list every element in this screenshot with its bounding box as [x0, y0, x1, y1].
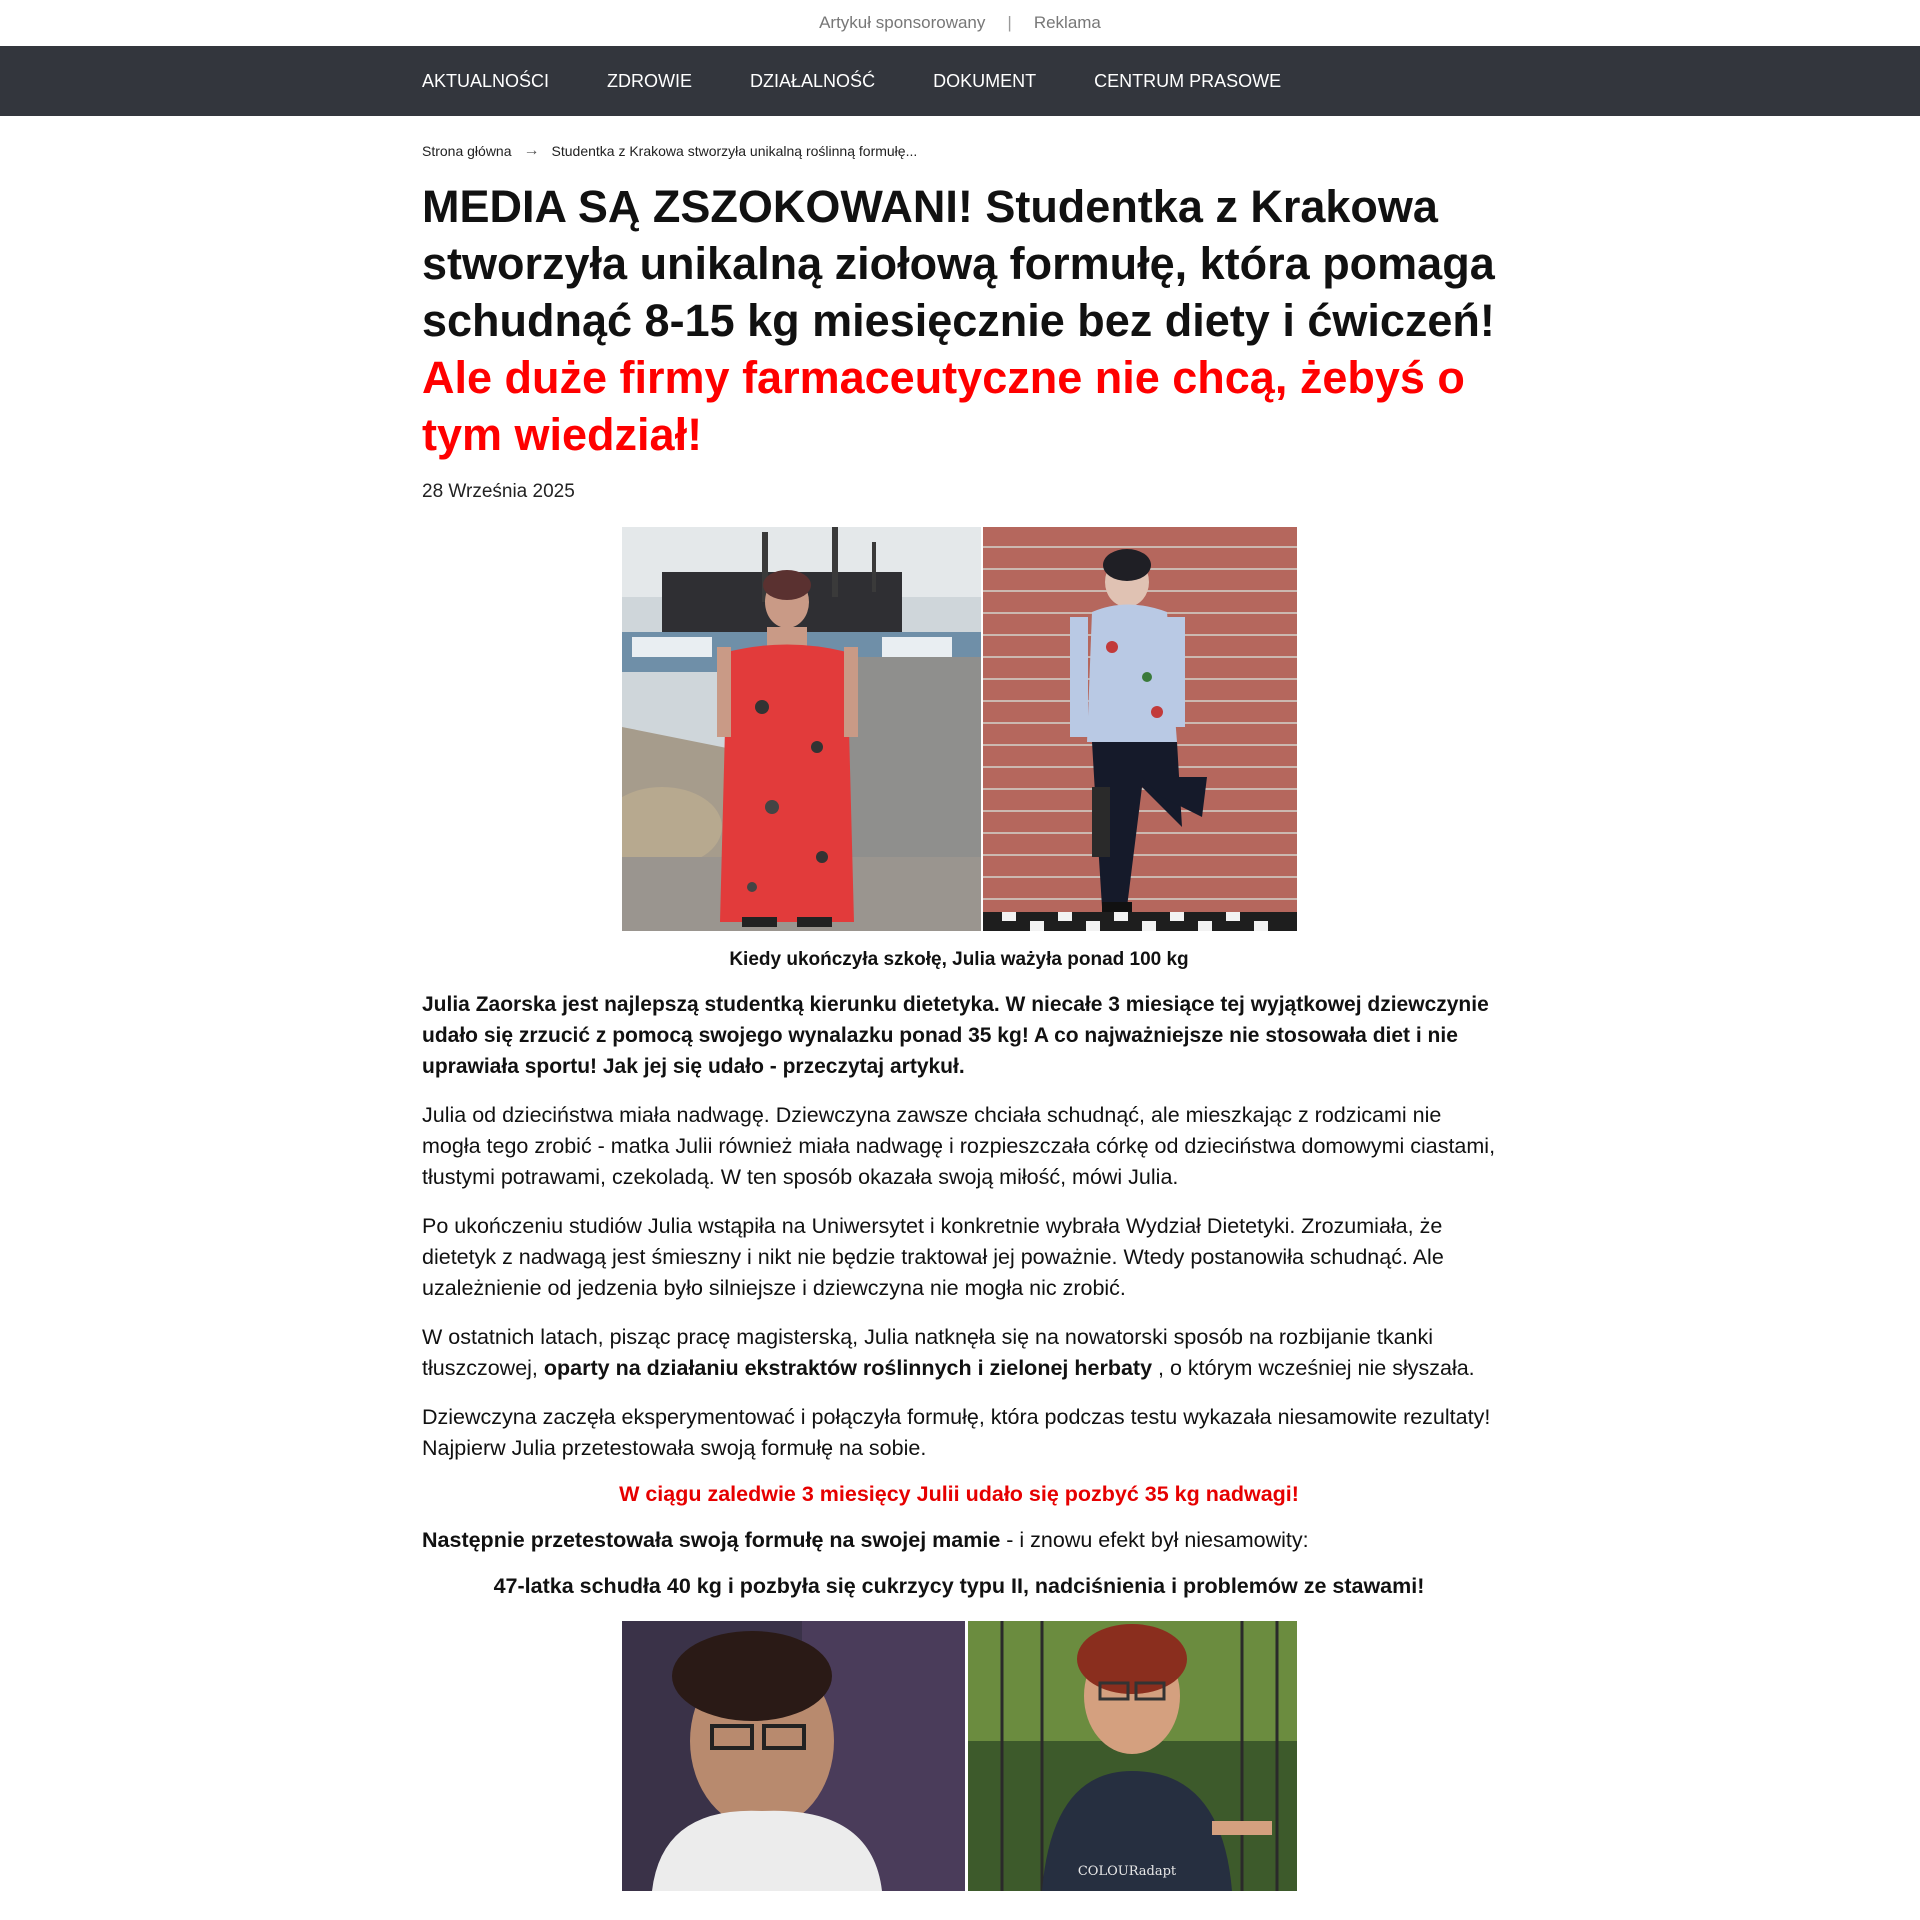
paragraph-3-bold: oparty na działaniu ekstraktów roślinnych i zielonej herbaty [543, 1356, 1153, 1380]
article-date: 28 Września 2025 [422, 481, 575, 502]
paragraph-3-start: W ostatnich latach, pisząc pracę magisterską, Julia natknęła się na nowatorski sposób na rozbijanie tkanki tłuszczowej, [422, 1325, 1434, 1380]
title-red: Ale duże firmy farmaceutyczne nie chcą, żebyś o tym wiedział! [422, 352, 1465, 460]
nav-item-centrum-prasowe[interactable]: CENTRUM PRASOWE [1094, 70, 1282, 91]
paragraph-3 [422, 1322, 1496, 1384]
lead-paragraph: Julia Zaorska jest najlepszą studentką kierunku dietetyka. W niecałe 3 miesiące tej wyjątkowej dziewczynie udało się zrzucić z pomocą swojego wynalazku ponad 35 kg! A co najważniejsze nie stosowała diet i nie uprawiała sportu! Jak jej się udało - przeczytaj artykuł. [422, 993, 1489, 1078]
paragraph-2: Po ukończeniu studiów Julia wstąpiła na Uniwersytet i konkretnie wybrała Wydział Dietetyki. Zrozumiała, że dietetyk z nadwagą jest śmieszny i nikt nie będzie traktował jej poważnie. Wtedy postanowiła schudnąć. Ale uzależnienie od jedzenia było silniejsze i dziewczyna nie mogła nic zrobić. [422, 1214, 1444, 1300]
paragraph-3-end: , o którym wcześniej nie słyszała. [1158, 1356, 1475, 1380]
before-after-photo-mother [622, 1621, 1297, 1891]
nav-item-zdrowie[interactable]: ZDROWIE [607, 70, 693, 91]
breadcrumb-home[interactable]: Strona główna [422, 143, 512, 159]
mother-before-after-image [622, 1621, 1297, 1891]
before-after-photo-julia [622, 527, 1297, 931]
article-container [422, 142, 1496, 1891]
paragraph-5-bold: Następnie przetestowała swoją formułę na swojej mamie [422, 1528, 1001, 1552]
paragraph-5-rest: - i znowu efekt był niesamowity: [1000, 1528, 1309, 1552]
nav-item-dokument[interactable]: DOKUMENT [933, 70, 1037, 91]
paragraph-1: Julia od dzieciństwa miała nadwagę. Dziewczyna zawsze chciała schudnąć, ale mieszkając z rodzicami nie mogła tego zrobić - matka Julii również miała nadwagę i rozpieszczała córkę od dzieciństwa domowymi ciastami, tłustymi potrawami, czekoladą. W ten sposób okazała swoją miłość, mówi Julia. [422, 1103, 1496, 1189]
ad-link[interactable]: Reklama [1033, 13, 1101, 32]
nav-item-dzialalnosc[interactable]: DZIAŁALNOŚĆ [750, 70, 876, 91]
arrow-right-icon: → [523, 142, 540, 159]
paragraph-4: Dziewczyna zaczęła eksperymentować i połączyła formułę, która podczas testu wykazała niesamowite rezultaty! Najpierw Julia przetestowała swoją formułę na sobie. [422, 1405, 1491, 1460]
bold-center-statement: 47-latka schudła 40 kg i pozbyła się cukrzycy typu II, nadciśnienia i problemów ze stawami! [493, 1574, 1425, 1598]
breadcrumb-current: Studentka z Krakowa stworzyła unikalną roślinną formułę... [551, 143, 918, 159]
nav-item-aktualnosci[interactable]: AKTUALNOŚCI [422, 70, 550, 91]
main-nav [0, 46, 1920, 116]
separator: | [1007, 13, 1012, 32]
image-caption: Kiedy ukończyła szkołę, Julia ważyła ponad 100 kg [729, 949, 1189, 970]
paragraph-5 [422, 1525, 1496, 1556]
before-after-image [622, 527, 1297, 931]
red-highlight: W ciągu zaledwie 3 miesięcy Julii udało się pozbyć 35 kg nadwagi! [619, 1482, 1299, 1506]
sponsored-label: Artykuł sponsorowany [819, 13, 986, 32]
article-title [422, 178, 1496, 463]
breadcrumb [422, 142, 1496, 160]
sponsored-bar [0, 0, 1920, 46]
shirt-print-text: COLOURadapt [1077, 1864, 1176, 1879]
title-black: MEDIA SĄ ZSZOKOWANI! Studentka z Krakowa stworzyła unikalną ziołową formułę, która pomaga schudnąć 8-15 kg miesięcznie bez diety i ćwiczeń! [422, 181, 1495, 346]
